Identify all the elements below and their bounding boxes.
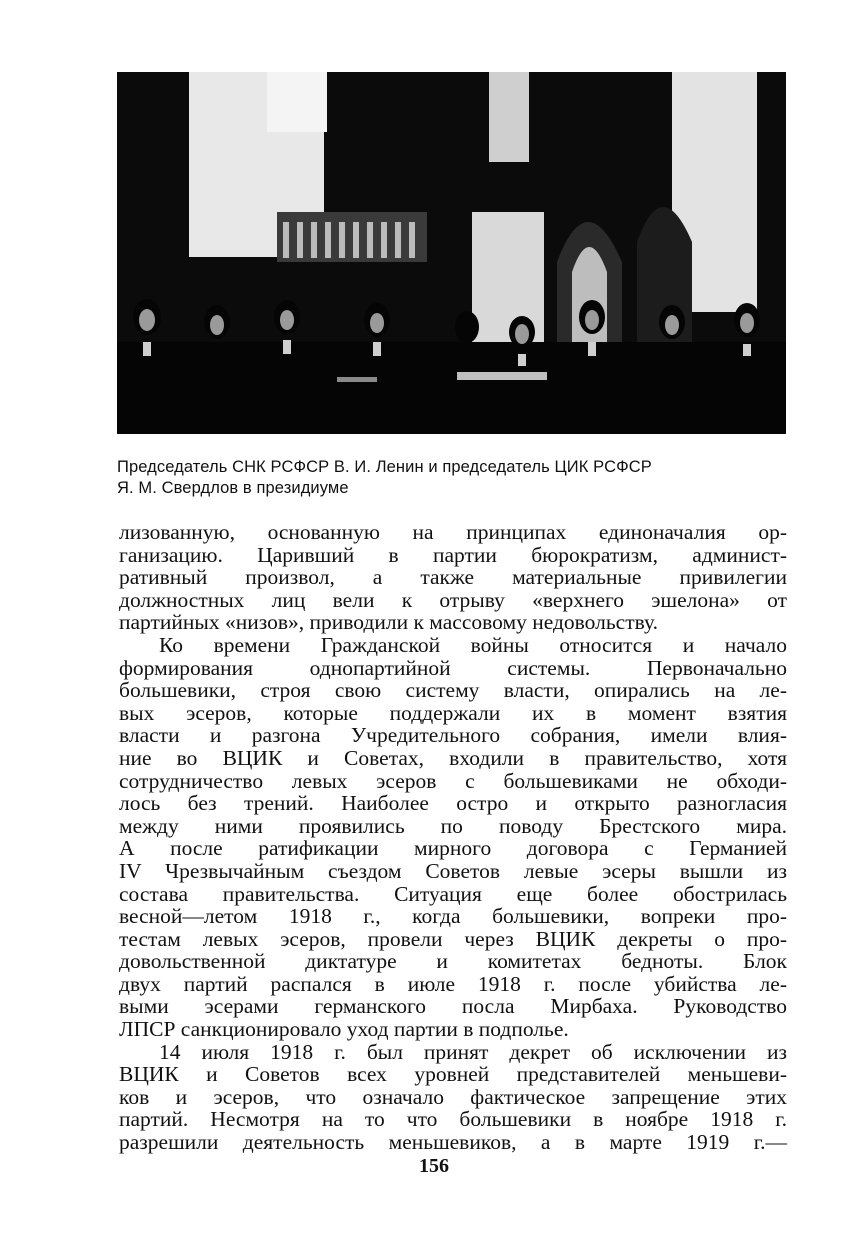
text-line: выми эсерами германского посла Мирбаха. Руководство (119, 994, 787, 1019)
text-line: сотрудничество левых эсеров с большевиками не обходи- (119, 768, 787, 793)
text-line: власти и разгона Учредительного собрания, имели влия- (119, 723, 787, 748)
body-text (119, 521, 787, 1154)
text-line: ративный произвол, а также материальные привилегии (119, 565, 787, 590)
text-line: должностных лиц вели к отрыву «верхнего эшелона» от (119, 587, 787, 612)
text-line: разрешили деятельность меньшевиков, а в марте 1919 г.— (119, 1130, 787, 1155)
text-line: тестам левых эсеров, провели через ВЦИК декреты о про- (119, 926, 787, 951)
text-line: ние во ВЦИК и Советах, входили в правительство, хотя (119, 745, 787, 770)
text-line: ВЦИК и Советов всех уровней представителей меньшеви- (119, 1062, 787, 1087)
text-line: формирования однопартийной системы. Первоначально (119, 655, 787, 680)
text-line: Ко времени Гражданской войны относится и начало (159, 632, 787, 657)
text-line: лизованную, основанную на принципах единоначалия ор- (119, 520, 787, 544)
text-line: А после ратификации мирного договора с Германией (119, 836, 787, 861)
text-line: партийных «низов», приводили к массовому недовольству. (119, 610, 659, 635)
text-line: довольственной диктатуре и комитетах бедноты. Блок (119, 949, 787, 974)
text-line: ганизацию. Царивший в партии бюрократизм, админист- (119, 542, 787, 567)
text-line: большевики, строя свою систему власти, опирались на ле- (119, 678, 787, 703)
text-line: весной—летом 1918 г., когда большевики, вопреки про- (119, 904, 787, 929)
presidium-photo (117, 72, 786, 434)
text-line: 14 июля 1918 г. был принят декрет об исключении из (159, 1039, 787, 1064)
caption-line: Председатель СНК РСФСР В. И. Ленин и председатель ЦИК РСФСР (117, 458, 652, 476)
text-line: вых эсеров, которые поддержали их в момент взятия (119, 700, 787, 725)
text-line: между ними проявились по поводу Брестского мира. (119, 813, 787, 838)
text-line: лось без трений. Наиболее остро и открыто разногласия (119, 791, 787, 816)
text-line: ЛПСР санкционировало уход партии в подполье. (119, 1017, 569, 1042)
text-line: партий. Несмотря на то что большевики в ноябре 1918 г. (119, 1107, 787, 1132)
caption-line: Я. М. Свердлов в президиуме (117, 479, 349, 497)
page-number: 156 (419, 1155, 449, 1177)
text-line: ков и эсеров, что означало фактическое запрещение этих (119, 1084, 787, 1109)
photo-caption (117, 457, 797, 499)
text-line: IV Чрезвычайным съездом Советов левые эсеры вышли из (119, 858, 787, 883)
text-line: состава правительства. Ситуация еще более обострилась (119, 881, 787, 906)
text-line: двух партий распался в июле 1918 г. после убийства ле- (119, 971, 787, 996)
